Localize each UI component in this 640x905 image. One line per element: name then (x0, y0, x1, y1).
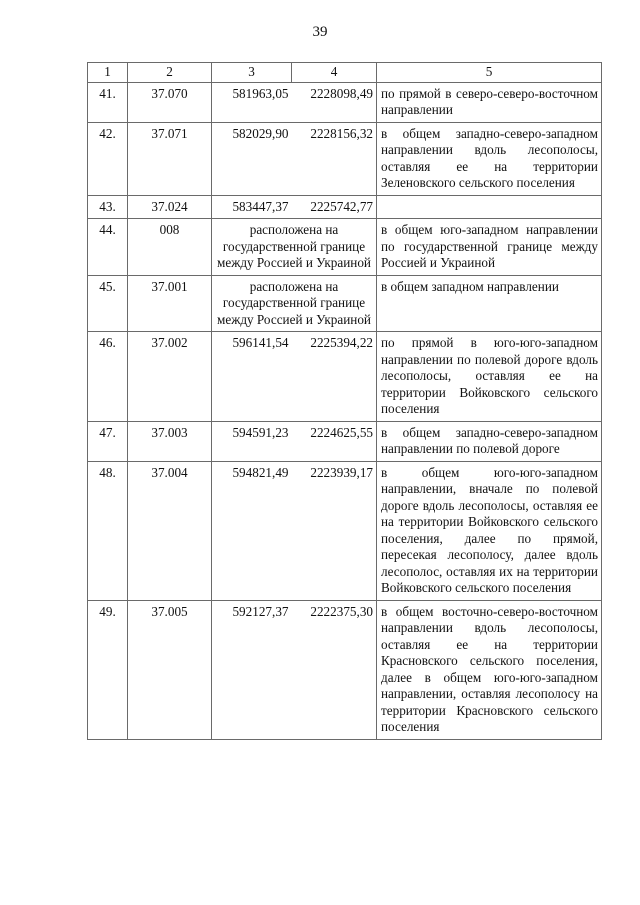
boundary-description: в общем юго-западном направлении по государственной границе между Россией и Украиной (377, 219, 602, 276)
row-number: 41. (88, 82, 128, 122)
point-code: 37.001 (128, 275, 212, 332)
coordinate-x: 594821,49 (212, 461, 292, 600)
coordinate-y: 2225742,77 (292, 195, 377, 219)
boundary-description: в общем западно-северо-западном направлении вдоль лесополосы, оставляя ее на территории Зеленовского сельского поселения (377, 122, 602, 195)
coordinate-y: 2225394,22 (292, 332, 377, 422)
coordinate-x: 581963,05 (212, 82, 292, 122)
point-code: 008 (128, 219, 212, 276)
row-number: 43. (88, 195, 128, 219)
point-location-note: расположена на государственной границе между Россией и Украиной (212, 219, 377, 276)
coordinate-y: 2228156,32 (292, 122, 377, 195)
point-location-note: расположена на государственной границе между Россией и Украиной (212, 275, 377, 332)
boundary-description: в общем юго-юго-западном направлении, вначале по полевой дороге вдоль лесополосы, оставляя ее на территории Войковского сельского поселения, далее по прямой, пересекая лесополосу, далее вдоль лесополос, оставляя их на территории Войковского сельского поселения (377, 461, 602, 600)
table-row (88, 421, 602, 461)
coordinate-y: 2222375,30 (292, 600, 377, 739)
table-row (88, 219, 602, 276)
header-col-4: 4 (292, 63, 377, 83)
boundary-description: по прямой в северо-северо-восточном направлении (377, 82, 602, 122)
coordinate-y: 2224625,55 (292, 421, 377, 461)
header-col-5: 5 (377, 63, 602, 83)
point-code: 37.070 (128, 82, 212, 122)
coordinate-x: 583447,37 (212, 195, 292, 219)
point-code: 37.071 (128, 122, 212, 195)
table-row (88, 600, 602, 739)
header-col-1: 1 (88, 63, 128, 83)
row-number: 47. (88, 421, 128, 461)
boundary-description: в общем восточно-северо-восточном направлении вдоль лесополосы, оставляя ее на территории Красновского сельского поселения, далее в общем юго-юго-западном направлении, оставляя лесополосу на территории Красновского сельского поселения (377, 600, 602, 739)
point-code: 37.003 (128, 421, 212, 461)
point-code: 37.005 (128, 600, 212, 739)
row-number: 45. (88, 275, 128, 332)
row-number: 42. (88, 122, 128, 195)
page-number: 39 (312, 24, 328, 40)
row-number: 49. (88, 600, 128, 739)
coordinate-x: 592127,37 (212, 600, 292, 739)
boundary-description: в общем западно-северо-западном направлении по полевой дороге (377, 421, 602, 461)
coordinate-x: 596141,54 (212, 332, 292, 422)
row-number: 46. (88, 332, 128, 422)
coordinate-x: 594591,23 (212, 421, 292, 461)
row-number: 44. (88, 219, 128, 276)
point-code: 37.004 (128, 461, 212, 600)
table-header-row (88, 63, 602, 83)
header-col-3: 3 (212, 63, 292, 83)
point-code: 37.024 (128, 195, 212, 219)
point-code: 37.002 (128, 332, 212, 422)
boundary-description: в общем западном направлении (377, 275, 602, 332)
table-row (88, 122, 602, 195)
row-number: 48. (88, 461, 128, 600)
table-row (88, 195, 602, 219)
coordinate-y: 2228098,49 (292, 82, 377, 122)
boundary-points-table (87, 62, 602, 740)
table-row (88, 461, 602, 600)
table-row (88, 275, 602, 332)
coordinate-y: 2223939,17 (292, 461, 377, 600)
header-col-2: 2 (128, 63, 212, 83)
coordinate-x: 582029,90 (212, 122, 292, 195)
table-row (88, 332, 602, 422)
table-row (88, 82, 602, 122)
boundary-description: по прямой в юго-юго-западном направлении по полевой дороге вдоль лесополосы, оставляя ее на территории Войковского сельского поселения (377, 332, 602, 422)
boundary-description (377, 195, 602, 219)
